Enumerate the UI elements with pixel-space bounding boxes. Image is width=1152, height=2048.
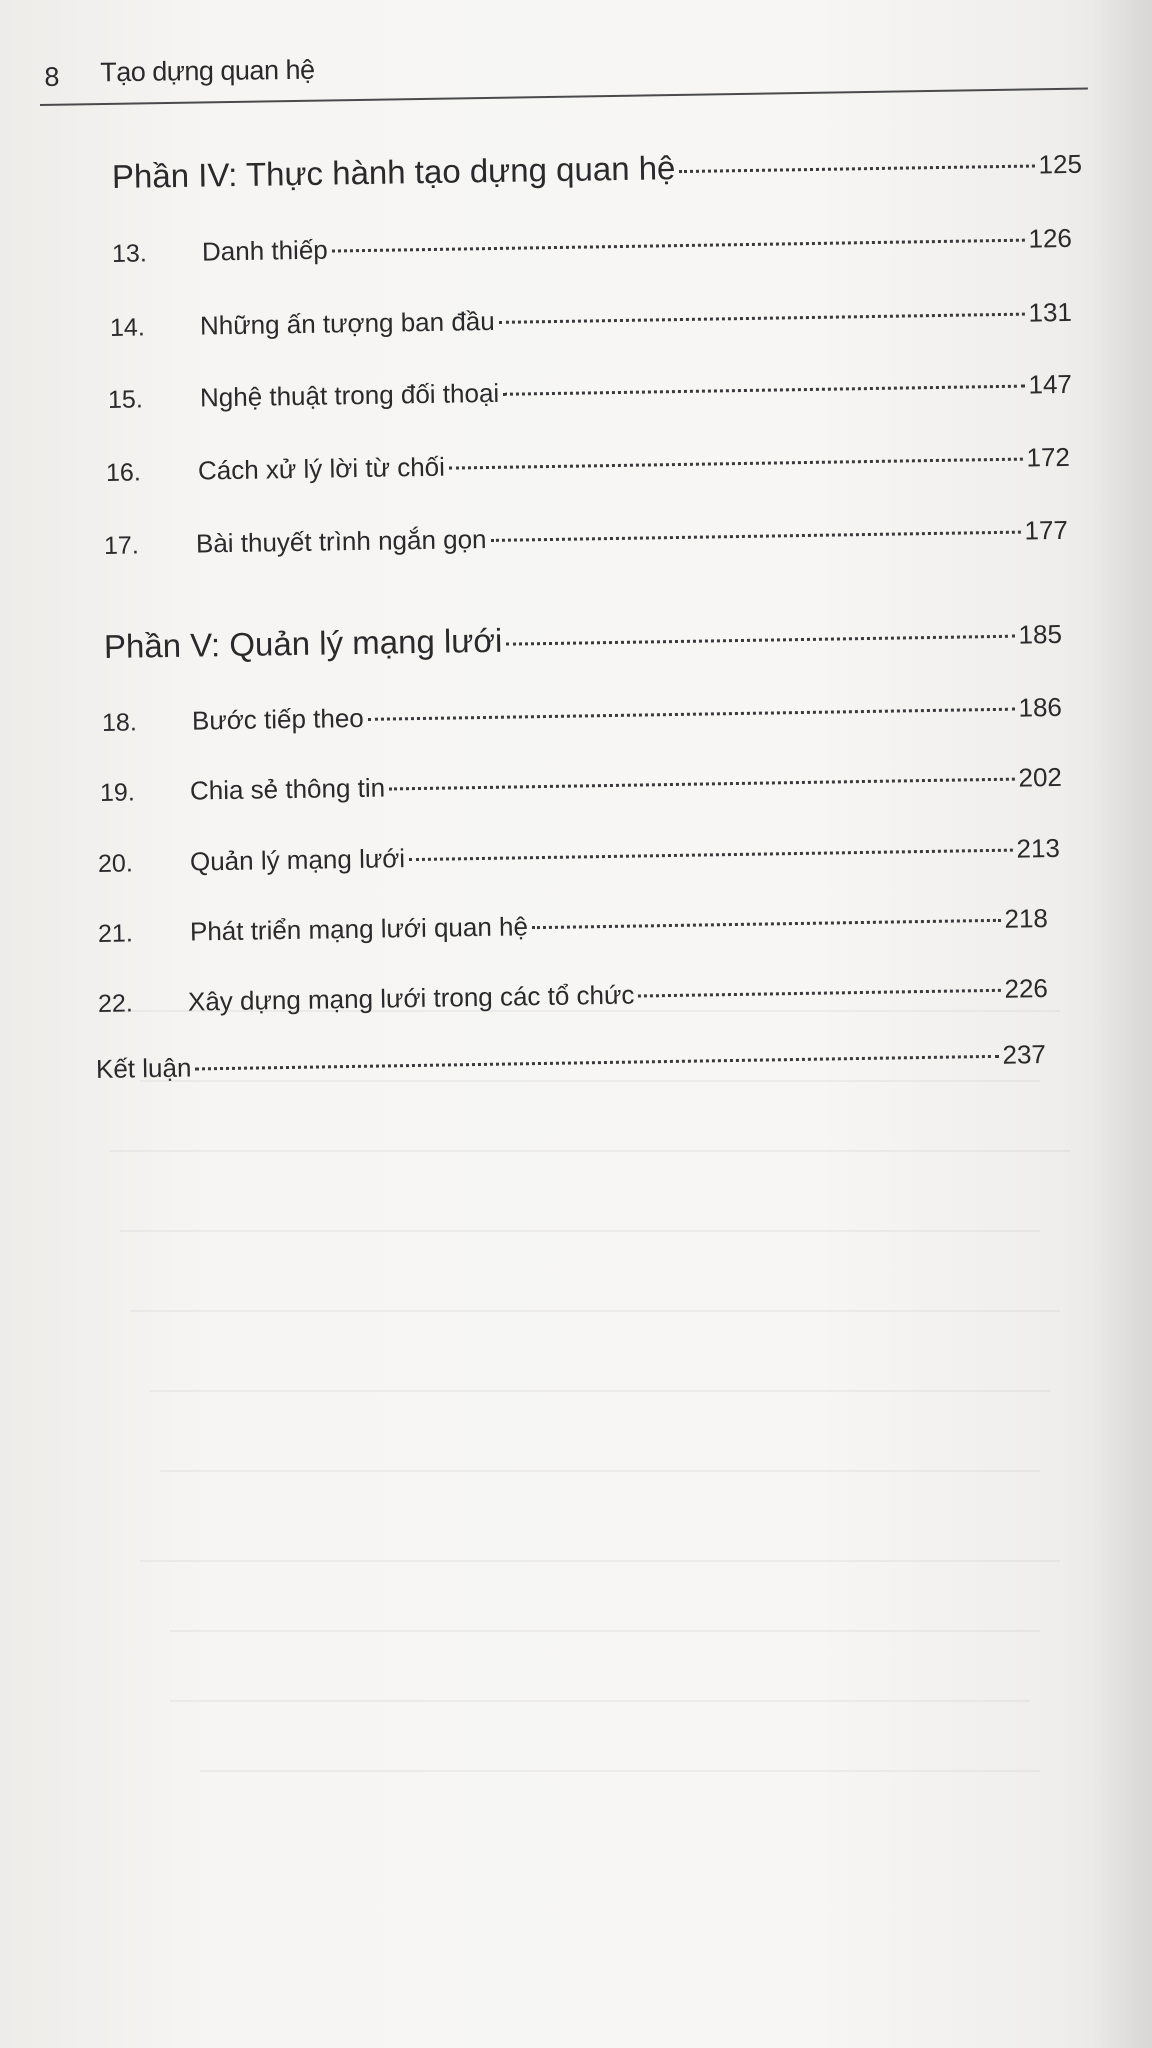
chapter-number: 14.: [109, 313, 145, 342]
toc-page-number: 202: [1018, 761, 1063, 793]
running-title: Tạo dựng quan hệ: [100, 54, 315, 88]
dot-leader: [195, 1054, 998, 1071]
chapter-title: Bài thuyết trình ngắn gọn: [195, 523, 487, 559]
toc-part-iv[interactable]: [112, 143, 1082, 196]
dot-leader: [449, 457, 1023, 470]
chapter-title: Quản lý mạng lưới: [189, 843, 406, 877]
chapter-title: Chia sẻ thông tin: [189, 772, 386, 806]
dot-leader: [389, 777, 1014, 791]
chapter-title: Xây dựng mạng lưới trong các tổ chức: [187, 979, 635, 1017]
chapter-number: 20.: [97, 849, 133, 878]
chapter-number: 16.: [105, 458, 141, 487]
toc-page-number: 125: [1038, 148, 1083, 180]
toc-part-title: Phần V: Quản lý mạng lưới: [103, 621, 503, 665]
dot-leader: [679, 164, 1034, 174]
toc-part-title: Phần IV: Thực hành tạo dựng quan hệ: [111, 149, 676, 195]
toc-chapter-16[interactable]: [106, 442, 1070, 488]
toc-conclusion[interactable]: [96, 1039, 1046, 1085]
chapter-number: 13.: [111, 239, 147, 268]
toc-page-number: 147: [1028, 368, 1073, 400]
dot-leader: [409, 848, 1012, 861]
chapter-number: 22.: [97, 989, 133, 1018]
toc-page-number: 186: [1018, 691, 1063, 723]
toc-chapter-18[interactable]: [102, 692, 1062, 738]
toc-page-number: 131: [1028, 296, 1073, 328]
toc-chapter-20[interactable]: [98, 833, 1060, 879]
dot-leader: [503, 384, 1024, 396]
dot-leader: [368, 707, 1015, 721]
toc-chapter-13[interactable]: [112, 223, 1072, 269]
toc-part-v[interactable]: [104, 613, 1062, 666]
toc-page-number: 213: [1016, 832, 1061, 864]
page-number: 8: [44, 61, 60, 92]
toc-page-number: 185: [1018, 618, 1063, 650]
toc-page-number: 237: [1002, 1039, 1047, 1070]
dot-leader: [506, 634, 1014, 646]
chapter-number: 21.: [97, 919, 133, 948]
chapter-title: Bước tiếp theo: [191, 702, 364, 736]
toc-chapter-15[interactable]: [108, 369, 1072, 415]
chapter-number: 19.: [99, 778, 135, 807]
toc-chapter-17[interactable]: [104, 515, 1068, 561]
dot-leader: [332, 238, 1025, 253]
chapter-number: 18.: [101, 708, 137, 737]
chapter-title: Nghệ thuật trong đối thoại: [199, 377, 500, 413]
chapter-number: 17.: [103, 531, 139, 560]
dot-leader: [532, 918, 1001, 929]
toc-page-number: 226: [1004, 973, 1049, 1004]
chapter-number: 15.: [107, 385, 143, 414]
toc-chapter-21[interactable]: [98, 903, 1048, 949]
chapter-title: Danh thiếp: [201, 234, 328, 267]
toc-chapter-14[interactable]: [110, 297, 1072, 343]
toc-page-number: 126: [1028, 222, 1073, 254]
chapter-title: Phát triển mạng lưới quan hệ: [189, 911, 529, 947]
toc-chapter-19[interactable]: [100, 762, 1062, 808]
toc-chapter-22[interactable]: [98, 973, 1048, 1019]
toc-page-number: 177: [1024, 514, 1069, 546]
dot-leader: [490, 530, 1020, 542]
chapter-title: Những ấn tượng ban đầu: [199, 305, 495, 341]
chapter-title: Cách xử lý lời từ chối: [197, 451, 446, 486]
toc-page-number: 218: [1004, 903, 1049, 934]
toc-page-number: 172: [1026, 441, 1071, 473]
dot-leader: [499, 312, 1025, 324]
dot-leader: [638, 988, 1000, 998]
conclusion-title: Kết luận: [95, 1052, 192, 1084]
